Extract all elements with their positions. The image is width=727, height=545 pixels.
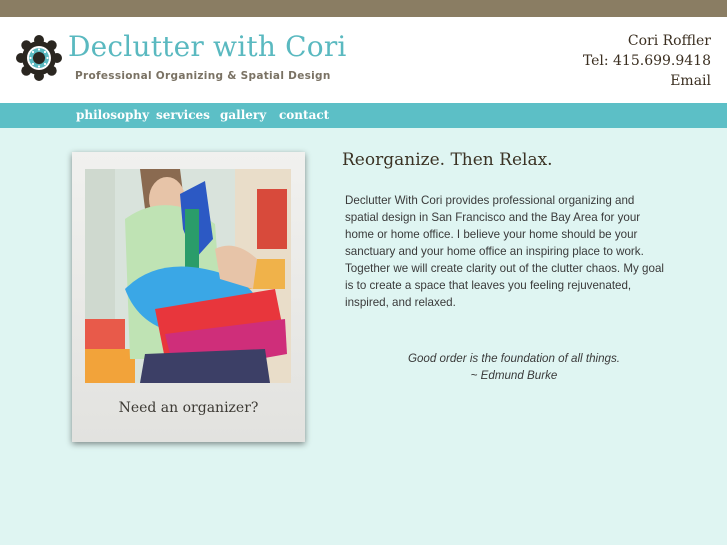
- feature-polaroid[interactable]: [72, 152, 305, 442]
- feature-caption[interactable]: Need an organizer?: [118, 400, 259, 416]
- quote-author: ~ Edmund Burke: [470, 369, 558, 382]
- flower-logo-icon[interactable]: [16, 35, 62, 81]
- site-subtitle: Professional Organizing & Spatial Design: [75, 70, 331, 82]
- top-bar: [0, 0, 727, 17]
- email-link[interactable]: Email: [670, 73, 711, 89]
- contact-phone: Tel: 415.699.9418: [582, 53, 711, 69]
- quote-text: Good order is the foundation of all things.: [407, 352, 621, 365]
- quote-block: [390, 350, 638, 384]
- site-header: [0, 17, 727, 103]
- main-headline: Reorganize. Then Relax.: [342, 150, 553, 170]
- nav-item-philosophy[interactable]: philosophy: [76, 108, 150, 122]
- nav-item-gallery[interactable]: gallery: [220, 108, 267, 122]
- feature-photo: [85, 169, 291, 383]
- nav-item-services[interactable]: services: [156, 108, 210, 122]
- site-title[interactable]: Declutter with Cori: [68, 30, 347, 63]
- intro-paragraph: Declutter With Cori provides professional organizing and spatial design in San Francisco and the Bay Area for your home or home office. I believe your home should be your sanctuary and your home office an inspiring place to work. Together we will create clarity out of the clutter chaos. My goal is to create a space that leaves you feeling rejuvenated, inspired, and relaxed.: [345, 194, 664, 309]
- contact-block: [583, 31, 711, 91]
- contact-name: Cori Roffler: [627, 33, 711, 49]
- main-nav: [0, 103, 727, 128]
- nav-item-contact[interactable]: contact: [279, 108, 330, 122]
